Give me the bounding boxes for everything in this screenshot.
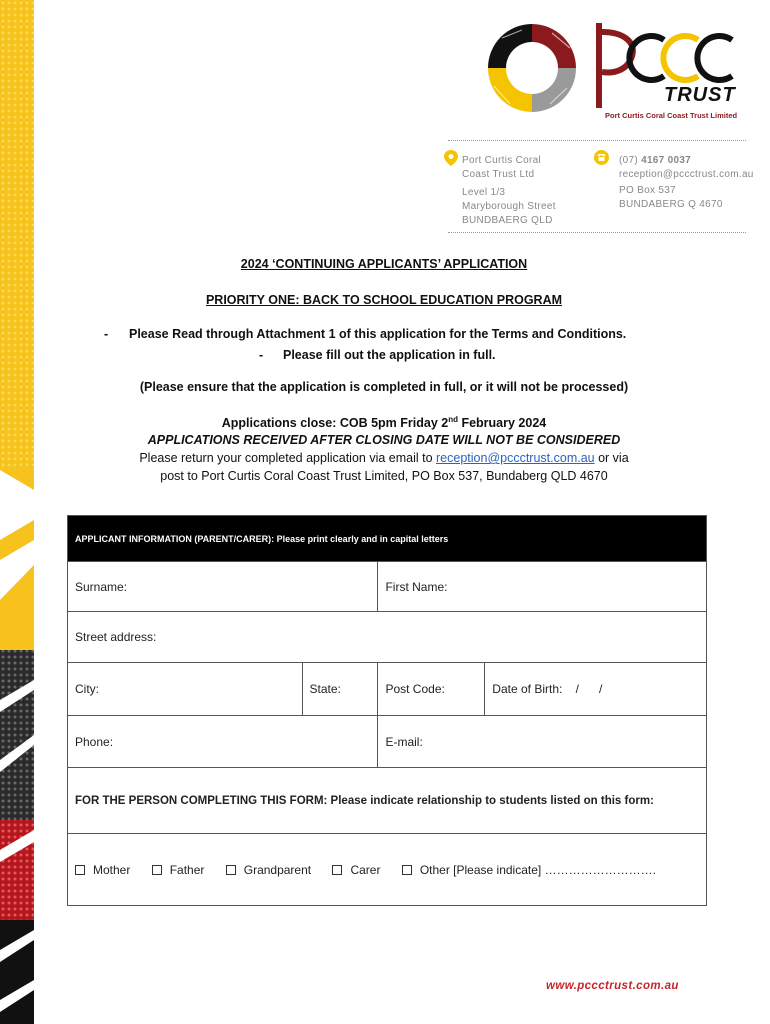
city-field[interactable]	[68, 663, 303, 716]
po-box: PO Box 537	[619, 185, 676, 196]
form-header-row	[68, 516, 707, 562]
dob-label: Date of Birth:	[492, 682, 563, 696]
dob-separators: / /	[575, 682, 603, 696]
return-suffix: or via	[594, 451, 629, 465]
phone-number: 4167 0037	[641, 155, 692, 166]
relationship-prompt-row	[68, 768, 707, 834]
address-name-line2: Coast Trust Ltd	[462, 169, 535, 180]
bullet-dash-1: -	[104, 327, 109, 341]
location-row	[68, 663, 707, 716]
carer-label: Carer	[350, 862, 381, 877]
late-warning: APPLICATIONS RECEIVED AFTER CLOSING DATE WILL NOT BE CONSIDERED	[147, 433, 621, 447]
bullet-dash-2: -	[259, 348, 264, 362]
grandparent-label: Grandparent	[243, 862, 312, 877]
document-title: 2024 ‘CONTINUING APPLICANTS’ APPLICATION	[240, 257, 528, 271]
state-label: State:	[309, 682, 341, 696]
option-other[interactable]	[402, 863, 656, 877]
bullet-terms: Please Read through Attachment 1 of this application for the Terms and Conditions.	[129, 327, 627, 341]
phone-field[interactable]	[68, 716, 378, 768]
street-address-field[interactable]	[68, 612, 707, 663]
return-instructions-line1	[34, 451, 734, 465]
closing-date-prefix: Applications close: COB 5pm Friday 2	[221, 416, 449, 431]
bullet-fill: Please fill out the application in full.	[283, 348, 496, 362]
email-field[interactable]	[378, 716, 707, 768]
first-name-field[interactable]	[378, 562, 707, 612]
contact-bottom-divider	[448, 232, 746, 233]
applicant-info-form	[67, 515, 707, 906]
closing-date-suffix: February 2024	[457, 416, 547, 431]
logo-tagline: Port Curtis Coral Coast Trust Limited	[605, 111, 738, 120]
location-pin-icon	[444, 150, 458, 166]
pccc-trust-logo	[486, 18, 744, 122]
address-block	[462, 154, 556, 228]
phone-email-block	[619, 154, 754, 212]
relationship-prompt: FOR THE PERSON COMPLETING THIS FORM: Please indicate relationship to students listed on this form:	[68, 768, 707, 834]
document-subtitle: PRIORITY ONE: BACK TO SCHOOL EDUCATION PROGRAM	[205, 293, 563, 307]
other-checkbox[interactable]	[402, 865, 412, 875]
post-code-label: Post Code:	[385, 682, 445, 696]
return-email-link[interactable]: reception@pccctrust.com.au	[436, 451, 595, 465]
closing-date-sup: nd	[448, 415, 458, 424]
father-checkbox[interactable]	[152, 865, 162, 875]
street-row	[68, 612, 707, 663]
po-city: BUNDABERG Q 4670	[619, 199, 723, 210]
phone-icon	[594, 150, 609, 165]
father-label: Father	[169, 862, 205, 877]
contact-row	[68, 716, 707, 768]
carer-checkbox[interactable]	[332, 865, 342, 875]
mother-label: Mother	[93, 862, 131, 877]
email-label: E-mail:	[385, 734, 423, 749]
decorative-side-band	[0, 0, 34, 1024]
option-carer[interactable]	[332, 863, 380, 877]
logo-trust-word: TRUST	[664, 84, 736, 106]
date-of-birth-field[interactable]	[485, 663, 707, 716]
address-name-line1: Port Curtis Coral	[462, 155, 542, 166]
contact-top-divider	[448, 140, 746, 141]
phone-label: Phone:	[75, 734, 114, 749]
option-father[interactable]	[152, 863, 205, 877]
contact-email[interactable]: reception@pccctrust.com.au	[619, 169, 754, 180]
option-mother[interactable]	[75, 863, 130, 877]
street-address-label: Street address:	[75, 630, 157, 644]
first-name-label: First Name:	[385, 579, 448, 594]
closing-date	[34, 415, 734, 430]
phone-prefix: (07)	[619, 155, 638, 166]
footer-website[interactable]: www.pccctrust.com.au	[546, 980, 679, 992]
relationship-options-row	[68, 834, 707, 906]
mother-checkbox[interactable]	[75, 865, 85, 875]
completion-notice: (Please ensure that the application is completed in full, or it will not be processed)	[139, 380, 629, 394]
city-label: City:	[75, 682, 99, 696]
name-row	[68, 562, 707, 612]
grandparent-checkbox[interactable]	[226, 865, 236, 875]
surname-field[interactable]	[68, 562, 378, 612]
form-header: APPLICANT INFORMATION (PARENT/CARER): Please print clearly and in capital letters	[68, 516, 707, 562]
option-grandparent[interactable]	[226, 863, 311, 877]
state-field[interactable]	[302, 663, 378, 716]
other-label: Other [Please indicate] ……………………….	[419, 862, 656, 877]
return-prefix: Please return your completed application via email to	[139, 451, 437, 465]
address-line1: Level 1/3	[462, 187, 506, 198]
address-line2: Maryborough Street	[462, 201, 556, 212]
address-line3: BUNDBAERG QLD	[462, 215, 553, 226]
post-code-field[interactable]	[378, 663, 485, 716]
surname-label: Surname:	[75, 579, 128, 594]
return-instructions-line2: post to Port Curtis Coral Coast Trust Limited, PO Box 537, Bundaberg QLD 4670	[160, 469, 608, 483]
relationship-options	[68, 834, 707, 906]
